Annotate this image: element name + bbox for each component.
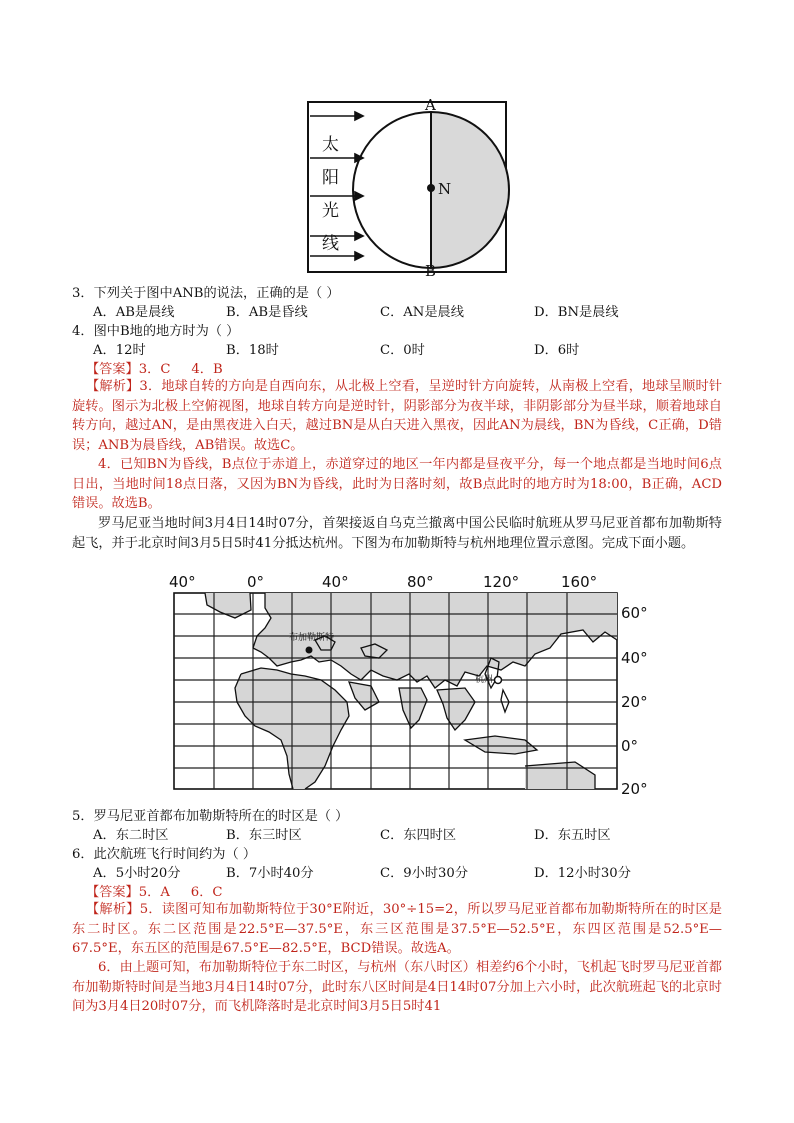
hangzhou-marker xyxy=(495,677,502,684)
answer-3-4 xyxy=(86,358,223,377)
q4-option-b: B．18时 xyxy=(226,343,279,358)
q3-stem: 3．下列关于图中ANB的说法，正确的是（ ） xyxy=(72,286,340,301)
lon-label: 0° xyxy=(247,573,265,591)
lat-label: 60° xyxy=(621,604,648,622)
lon-label: 40° xyxy=(322,573,349,591)
q3-option-a: A．AB是晨线 xyxy=(93,305,175,320)
q6-option-d: D．12小时30分 xyxy=(534,866,631,881)
q3-option-b: B．AB是昏线 xyxy=(226,305,308,320)
explanation-5 xyxy=(72,900,722,959)
lat-label: 20° xyxy=(621,693,648,711)
world-map xyxy=(165,570,655,800)
explanation-3 xyxy=(72,377,722,455)
q4-stem: 4．图中B地的地方时为（ ） xyxy=(72,324,240,339)
q4-option-a: A．12时 xyxy=(93,343,146,358)
answer-tag: 【答案】 xyxy=(86,362,139,377)
explanation-tag: 【解析】 xyxy=(86,379,140,394)
q5-option-a: A．东二时区 xyxy=(93,828,169,843)
city-bucharest-label: 布加勒斯特 xyxy=(289,633,335,643)
north-pole-point xyxy=(427,184,435,192)
lon-label: 40° xyxy=(169,573,196,591)
explanation-3-text: 3．地球自转的方向是自西向东，从北极上空看，呈逆时针方向旋转，从南极上空看，地球呈顺时针旋转。图示为北极上空俯视图，地球自转方向是逆时针，阴影部分为夜半球，非阴影部分为昼半球，顺着地球自转方向，越过AN，是由黑夜进入白天，越过BN是从白天进入黑夜，因此AN为晨线，BN为昏线，C正确，D错误；ANB为晨昏线，AB错误。故选C。 xyxy=(72,379,723,453)
city-hangzhou-label: 杭州 xyxy=(475,675,494,685)
q6-stem: 6．此次航班飞行时间约为（ ） xyxy=(72,847,257,862)
q5-option-d: D．东五时区 xyxy=(534,828,611,843)
explanation-tag: 【解析】 xyxy=(86,902,140,917)
sun-char-1: 太 xyxy=(322,135,339,155)
explanation-4: 4．已知BN为昏线，B点位于赤道上，赤道穿过的地区一年内都是昼夜平分，每一个地点都是当地时间6点日出，当地时间18点日落，又因为BN为昏线，此时为日落时刻，故B点此时的地方时为18:00，B正确，ACD错误。故选B。 xyxy=(72,457,722,512)
q6-option-b: B．7小时40分 xyxy=(226,866,314,881)
lat-label: 0° xyxy=(621,737,639,755)
label-A: A xyxy=(425,96,436,114)
lon-label: 120° xyxy=(483,573,520,591)
lon-label: 80° xyxy=(407,573,434,591)
answer-text: 3．C 4．B xyxy=(138,362,223,377)
q3-option-c: C．AN是晨线 xyxy=(380,305,464,320)
q3-option-d: D．BN是晨线 xyxy=(534,305,619,320)
bucharest-marker xyxy=(306,647,313,654)
lat-label: 20° xyxy=(621,780,648,798)
q5-stem: 5．罗马尼亚首都布加勒斯特所在的时区是（ ） xyxy=(72,809,349,824)
answer-text: 5．A 6．C xyxy=(138,885,223,900)
answer-5-6 xyxy=(86,881,222,900)
label-B: B xyxy=(425,262,437,280)
section-intro: 罗马尼亚当地时间3月4日14时07分，首架接返自乌克兰撤离中国公民临时航班从罗马尼亚首都布加勒斯特起飞，并于北京时间3月5日5时41分抵达杭州。下图为布加勒斯特与杭州地理位置示意图。完成下面小题。 xyxy=(72,516,722,551)
q5-option-b: B．东三时区 xyxy=(226,828,302,843)
sun-char-4: 线 xyxy=(322,234,339,254)
lat-label: 40° xyxy=(621,649,648,667)
q5-option-c: C．东四时区 xyxy=(380,828,457,843)
q4-option-d: D．6时 xyxy=(534,343,580,358)
q6-option-c: C．9小时30分 xyxy=(380,866,469,881)
answer-tag: 【答案】 xyxy=(86,885,139,900)
sun-char-2: 阳 xyxy=(322,168,339,188)
label-N: N xyxy=(438,180,452,198)
explanation-6: 6．由上题可知，布加勒斯特位于东二时区，与杭州（东八时区）相差约6个小时，飞机起飞时罗马尼亚首都布加勒斯特时间是当地3月4日14时07分，此时东八区时间是4日14时07分加上六小时，此次航班起飞的北京时间为3月4日20时07分，而飞机降落时是北京时间3月5日5时41 xyxy=(72,960,722,1015)
sun-char-3: 光 xyxy=(322,201,339,221)
q6-option-a: A．5小时20分 xyxy=(93,866,181,881)
explanation-5-text: 5．读图可知布加勒斯特位于30°E附近，30°÷15=2，所以罗马尼亚首都布加勒斯特所在的时区是东二时区。东二区范围是22.5°E—37.5°E，东三区范围是37.5°E—52.5°E，东四区范围是52.5°E—67.5°E，东五区的范围是67.5°E—82.5°E，BCD错误。故选A。 xyxy=(72,902,722,957)
lon-label: 160° xyxy=(561,573,598,591)
q4-option-c: C．0时 xyxy=(380,343,425,358)
